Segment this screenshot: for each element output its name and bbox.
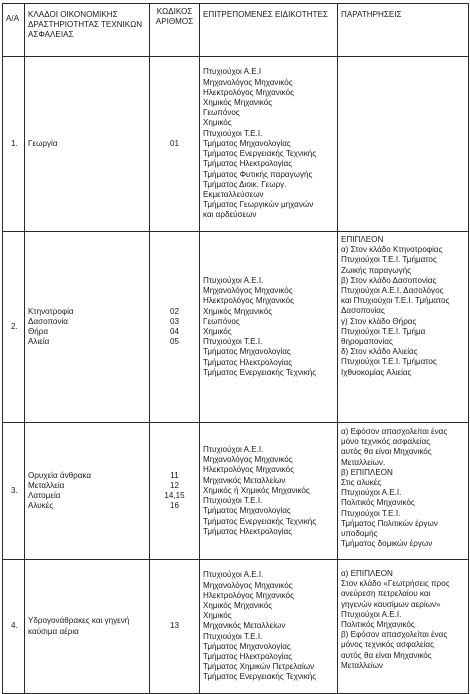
note-line: Πτυχιούχοι Τ.Ε.Ι. Τμήμα <box>341 326 426 336</box>
branch-code: 03 <box>169 316 179 326</box>
branch-code: 13 <box>169 621 179 631</box>
specialty-line: Ηλεκτρολόγος Μηχανικός <box>203 590 294 600</box>
note-line: Πτυχιούχοι Α.Ε.Ι. <box>341 488 402 498</box>
specialty-line: Τμήματος Φυτικής παραγωγής <box>203 169 313 179</box>
note-line: Πτυχιούχοι Α.Ε.Ι. Δασολόγος <box>341 286 444 296</box>
specialty-line: Πτυχιούχοι Α.Ε.Ι <box>203 67 262 77</box>
branch-name: Ορυχεία άνθρακα <box>28 470 92 480</box>
branch-code: 04 <box>169 327 179 336</box>
specialty-line: Χημικός ή Χημικός Μηχανικός <box>203 485 310 495</box>
note-line: μόνος τεχνικός ασφαλείας <box>341 640 434 650</box>
branch-code: 14,15 <box>164 491 185 500</box>
note-line: Τμήματος Πολιτικών έργων <box>341 518 438 528</box>
table-row <box>3 560 469 694</box>
note-line: γ) Στον κλάδο Θήρας <box>341 316 417 326</box>
specialties-cell <box>200 232 338 423</box>
note-line: Πτυχιούχοι Τ.Ε.Ι. Τμήματος <box>341 357 437 367</box>
note-line: Τμήματος δομικών έργων <box>341 539 433 549</box>
specialties-cell <box>200 560 338 694</box>
table-row <box>3 423 469 560</box>
header-row <box>3 4 469 57</box>
notes-cell <box>338 560 469 694</box>
note-line: μόνο τεχνικός ασφαλείας <box>341 437 431 447</box>
header-notes: ΠΑΡΑΤΗΡΗΣΕΙΣ <box>338 4 469 57</box>
header-specialties: ΕΠΙΤΡΕΠΟΜΕΝΕΣ ΕΙΔΙΚΟΤΗΤΕΣ <box>200 4 338 57</box>
specialty-line: Τμήματος Ηλεκτρολογίας <box>203 526 293 536</box>
header-code-line: ΑΡΙΘΜΟΣ <box>155 17 194 27</box>
note-line: Στις αλυκές <box>341 478 382 488</box>
note-line: Μεταλλείων <box>341 660 383 670</box>
branch-cell <box>25 560 150 694</box>
header-branch-line: ΑΣΦΑΛΕΙΑΣ <box>28 30 74 40</box>
specialty-line: Πτυχιούχοι Α.Ε.Ι. <box>203 445 264 455</box>
specialty-line: Πτυχιούχοι Α.Ε.Ι. <box>203 275 264 285</box>
header-branch-line: ΚΛΑΔΟΙ ΟΙΚΟΝΟΜΙΚΗΣ <box>28 10 118 19</box>
specialty-line: Μηχανικός Μεταλλείων <box>203 621 286 631</box>
specialty-line: Τμήματος Ηλεκτρολογίας <box>203 652 293 661</box>
table-row <box>3 232 469 423</box>
specialty-line: Ηλεκτρολόγος Μηχανικός <box>203 87 294 97</box>
header-code <box>150 4 200 57</box>
branch-code: 16 <box>169 501 179 511</box>
specialty-line: Τμήματος Ενεργειακής Τεχνικής <box>203 149 317 159</box>
note-line: δ) Στον κλάδο Αλιείας <box>341 347 418 357</box>
note-line: β) Εφόσον απασχολείται ένας <box>341 630 448 640</box>
specialty-line: Χημικός Μηχανικός <box>203 306 273 316</box>
specialty-line: Χημικός Μηχανικός <box>203 600 273 610</box>
note-line: υποδομής <box>341 529 378 539</box>
header-code-line: ΚΩΔΙΚΟΣ <box>156 7 193 16</box>
specialty-line: Πτυχιούχοι Τ.Ε.Ι. <box>203 496 263 506</box>
branch-cell <box>25 423 150 560</box>
specialty-line: Τμήματος Μηχανολογίας <box>203 506 291 516</box>
branch-name: Λατομεία <box>28 491 61 500</box>
specialty-line: Πτυχιούχοι Τ.Ε.Ι. <box>203 128 263 138</box>
branch-code: 12 <box>169 480 179 490</box>
note-line: και Πτυχιούχοι Τ.Ε.Ι. Τμήματος <box>341 296 450 306</box>
branch-code: 02 <box>169 306 179 316</box>
branch-code: 11 <box>170 470 179 480</box>
specialty-line: Χημικός <box>203 118 232 128</box>
specialty-line: Χημικός <box>203 611 232 621</box>
row-number: 2. <box>3 232 25 423</box>
note-line: αυτός θα είναι Μηχανικός <box>341 650 432 660</box>
note-line: ανεύρεση πετρελαίου και <box>341 589 431 599</box>
specialty-line: Πτυχιούχοι Τ.Ε.Ι. <box>203 337 263 347</box>
code-cell <box>150 560 200 694</box>
specialty-line: Τμήματος Γεωργικών μηχανών <box>203 200 314 210</box>
specialty-line: Μηχανολόγος Μηχανικός <box>203 580 293 590</box>
specialty-line: Τμήματος Χημικών Πετρελαίων <box>203 662 315 672</box>
specialty-line: Τμήματος Μηχανολογίας <box>203 138 291 148</box>
note-line: Στον κλάδο «Γεωτρήσεις προς <box>341 579 450 589</box>
specialties-cell <box>200 423 338 560</box>
note-line: ΕΠΙΠΛΕΟΝ <box>341 235 384 244</box>
specialty-line: Γεωπόνος <box>203 316 240 326</box>
branch-code: 05 <box>169 337 179 347</box>
branch-name: Μεταλλεία <box>28 480 65 490</box>
header-aa: Α/Α <box>3 4 25 57</box>
code-cell <box>150 423 200 560</box>
branch-code: 01 <box>169 138 179 148</box>
specialty-line: Τμήματος Ενεργειακής Τεχνικής <box>203 367 317 377</box>
table-row <box>3 57 469 232</box>
specialty-line: Ηλεκτρολόγος Μηχανικός <box>203 465 294 475</box>
branch-name: Αλιεία <box>28 337 50 347</box>
specialty-line: Χημικός <box>203 327 232 336</box>
branch-name: Δασοπονία <box>28 316 68 326</box>
header-branch <box>25 4 150 57</box>
note-line: Πολιτικός Μηχανικός <box>341 498 415 508</box>
note-line: α) Εφόσον απασχολείται ένας <box>341 427 448 436</box>
specialty-line: Μηχανικός Μεταλλείων <box>203 475 286 485</box>
specialty-line: Μηχανολόγος Μηχανικός <box>203 77 293 87</box>
specialty-line: Ηλεκτρολόγος Μηχανικός <box>203 296 294 306</box>
branch-cell <box>25 57 150 232</box>
note-line: β) Στον κλάδο Δασοπονίας <box>341 275 437 285</box>
specialty-line: Τμήματος Ηλεκτρολογίας <box>203 159 293 169</box>
branch-name: Κτηνοτροφία <box>28 306 74 316</box>
row-number: 1. <box>3 57 25 232</box>
note-line: θηρομαπονίας <box>341 337 393 347</box>
note-line: Πτυχιούχοι Τ.Ε.Ι. <box>341 508 401 518</box>
branch-name: καύσιμα αέρια <box>28 626 79 636</box>
specialty-line: Πτυχιούχοι Α.Ε.Ι. <box>203 570 264 580</box>
specialties-cell <box>200 57 338 232</box>
note-line: Δασοπονίας <box>341 306 385 316</box>
branch-cell <box>25 232 150 423</box>
note-line: Πολιτικός Μηχανικός <box>341 620 415 630</box>
notes-cell <box>338 232 469 423</box>
specialty-line: Τμήματος Μηχανολογίας <box>203 641 291 651</box>
specialty-line: Μηχανολόγος Μηχανικός <box>203 455 293 465</box>
note-line: Ζωικής παραγωγής <box>341 265 412 275</box>
specialty-line: Μηχανολόγος Μηχανικός <box>203 286 293 296</box>
note-line: Ιχθυοκομίας Αλιείας <box>341 367 412 377</box>
branch-name: Θήρα <box>28 327 49 336</box>
specialty-line: Τμήματος Διοικ. Γεωργ. <box>203 179 287 189</box>
notes-cell <box>338 423 469 560</box>
branch-name: Γεωργία <box>28 138 58 148</box>
specialty-line: Τμήματος Μηχανολογίας <box>203 347 291 357</box>
safety-technicians-table <box>2 3 469 694</box>
specialty-line: Τμήματος Ηλεκτρολογίας <box>203 357 293 367</box>
specialty-line: Πτυχιούχοι Τ.Ε.Ι. <box>203 631 263 641</box>
specialty-line: και αρδεύσεων <box>203 210 257 220</box>
note-line: Πτυχιούχοι Α.Ε.Ι. <box>341 609 402 619</box>
note-line: β) ΕΠΙΠΛΕΟΝ <box>341 467 393 477</box>
note-line: Πτυχιούχοι Τ.Ε.Ι. Τμήματος <box>341 255 437 265</box>
specialty-line: Τμήματος Ενεργειακής Τεχνικής <box>203 672 317 682</box>
note-line: αυτός θα είναι Μηχανικός <box>341 447 432 457</box>
note-line: α) Στον κλάδο Κτηνοτροφίας <box>341 245 443 255</box>
notes-cell <box>338 57 469 232</box>
code-cell <box>150 232 200 423</box>
specialty-line: Γεωπόνος <box>203 108 240 118</box>
note-line: γηγενών καυσίμων αερίων» <box>341 599 441 609</box>
specialty-line: Εκμεταλλεύσεων <box>203 189 264 199</box>
specialty-line: Τμήματος Ενεργειακής Τεχνικής <box>203 516 317 526</box>
row-number: 3. <box>3 423 25 560</box>
specialty-line: Χημικός Μηχανικός <box>203 98 273 108</box>
branch-name: Αλυκές <box>28 501 54 511</box>
row-number: 4. <box>3 560 25 694</box>
note-line: α) ΕΠΙΠΛΕΟΝ <box>341 569 393 578</box>
code-cell <box>150 57 200 232</box>
branch-name: Υδρογονάθρακες και γηγενή <box>28 616 130 626</box>
header-branch-line: ΔΡΑΣΤΗΡΙΟΤΗΤΑΣ ΤΕΧΝΙΚΩΝ <box>28 20 143 30</box>
note-line: Μεταλλείων. <box>341 457 386 467</box>
